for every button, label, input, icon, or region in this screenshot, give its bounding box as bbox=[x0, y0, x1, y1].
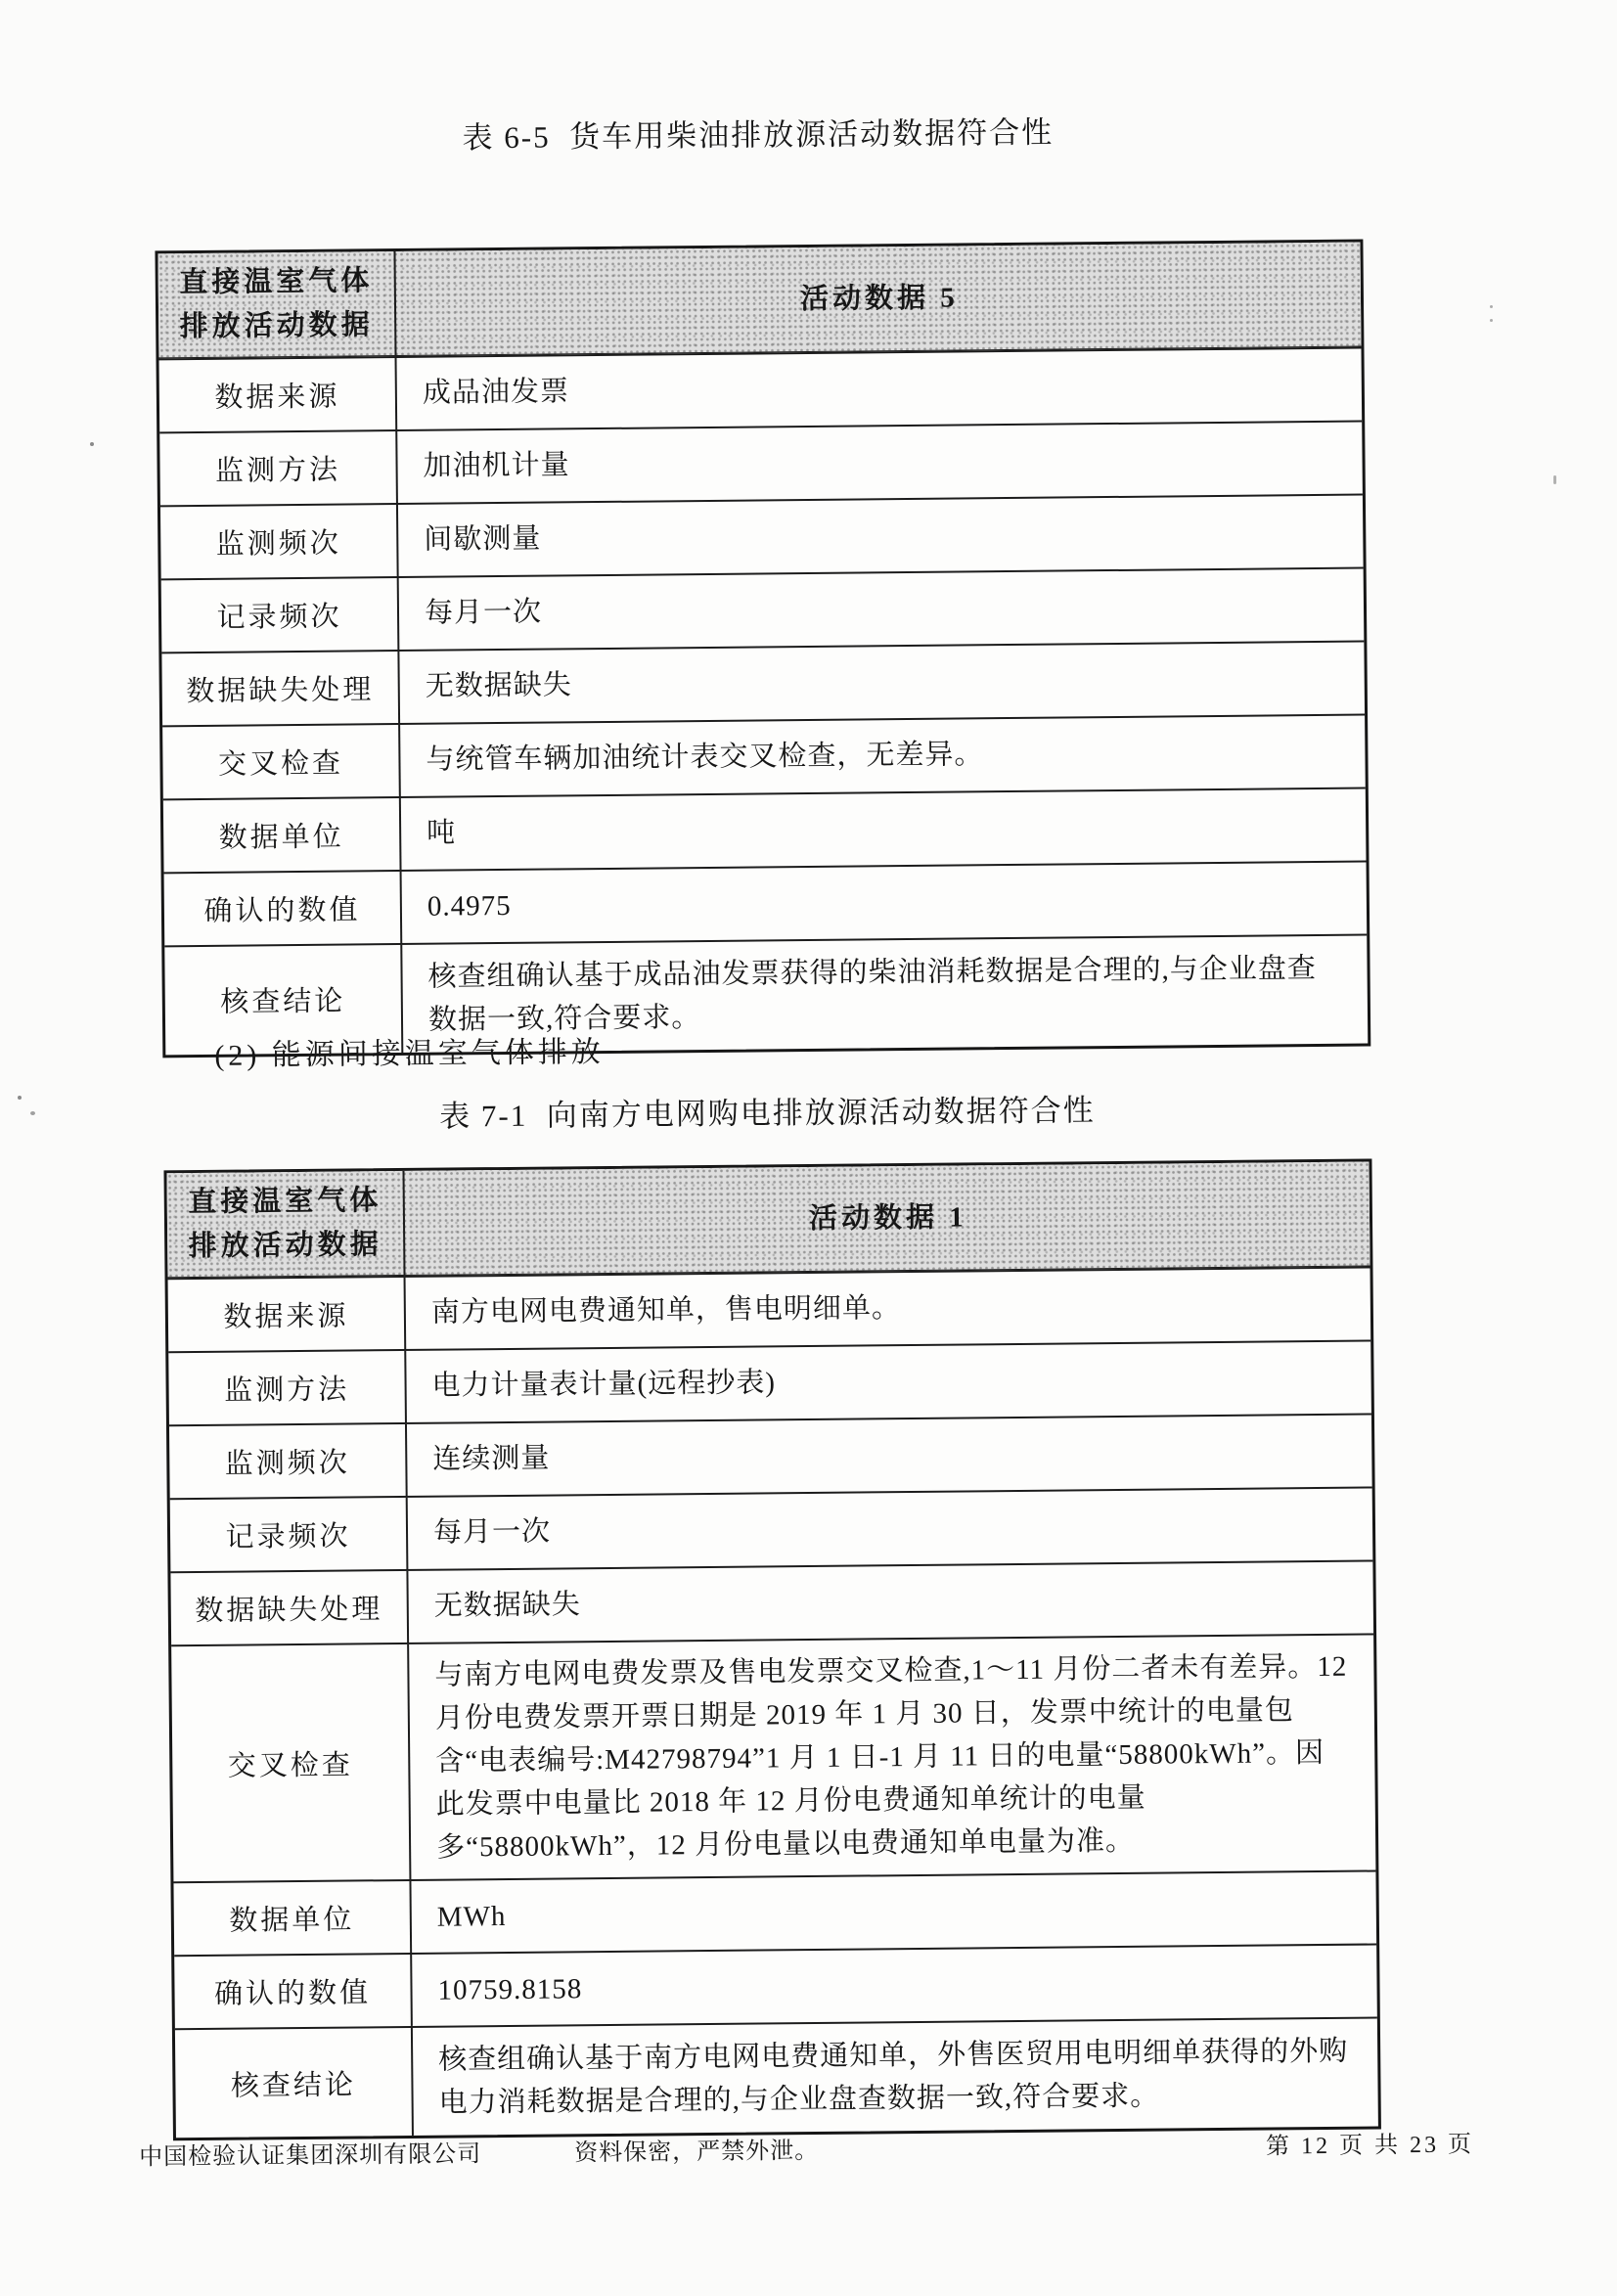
row-value: 无数据缺失 bbox=[425, 669, 572, 703]
scan-speckle bbox=[30, 1111, 35, 1115]
scan-speckle bbox=[1490, 319, 1493, 322]
row-label: 数据缺失处理 bbox=[161, 652, 400, 725]
scan-speckle bbox=[90, 442, 94, 446]
table-row bbox=[168, 1266, 1371, 1351]
header-value-cell: 活动数据 1 bbox=[808, 1201, 967, 1235]
footer-confidential-note: 资料保密，严禁外泄。 bbox=[574, 2138, 820, 2167]
table-6-5 bbox=[155, 240, 1370, 1058]
row-label: 数据缺失处理 bbox=[170, 1571, 409, 1644]
row-value: 0.4975 bbox=[427, 890, 512, 923]
row-label: 数据来源 bbox=[159, 358, 398, 431]
row-value: 吨 bbox=[427, 817, 457, 850]
row-label: 数据单位 bbox=[163, 798, 402, 872]
table-7-1 bbox=[163, 1158, 1380, 2140]
table-row bbox=[160, 493, 1364, 578]
row-value: 电力计量表计量(远程抄表) bbox=[431, 1367, 777, 1403]
header-label-line1: 直接温室气体 bbox=[188, 1185, 382, 1219]
row-label: 确认的数值 bbox=[164, 872, 403, 945]
scan-speckle bbox=[18, 1096, 22, 1100]
row-value: 加油机计量 bbox=[423, 449, 570, 483]
table-row bbox=[168, 1339, 1371, 1424]
table-row bbox=[159, 346, 1363, 431]
table-row bbox=[170, 1486, 1373, 1571]
row-label: 监测方法 bbox=[168, 1351, 407, 1424]
table-row bbox=[159, 420, 1363, 505]
table-header-row bbox=[167, 1162, 1370, 1279]
row-label: 监测频次 bbox=[169, 1424, 408, 1498]
row-value: 每月一次 bbox=[424, 596, 543, 630]
table-row bbox=[161, 566, 1365, 652]
table-row bbox=[169, 1413, 1372, 1498]
row-value: 与南方电网电费发票及售电发票交叉检查,1～11 月份二者未有差异。12 月份电费发票开票日期是 2019 年 1 月 30 日，发票中统计的电量包含“电表编号:M42798794”1 月 1 日-1 月 11 日的电量“58800kWh”。因此发票中电量比 2018 年 12 月份电费通知单统计的电量多“58800kWh”，12 月份电量以电费通知单电量为准。 bbox=[434, 1650, 1348, 1864]
table-row bbox=[174, 1944, 1377, 2029]
row-label: 核查结论 bbox=[164, 945, 403, 1055]
row-label: 确认的数值 bbox=[174, 1955, 413, 2028]
table-row bbox=[170, 1559, 1373, 1644]
table-6-5-title: 表 6-5 货车用柴油排放源活动数据符合性 bbox=[462, 114, 1055, 156]
row-value: 核查组确认基于成品油发票获得的柴油消耗数据是合理的,与企业盘查数据一致,符合要求。 bbox=[427, 952, 1317, 1036]
row-label: 核查结论 bbox=[175, 2028, 414, 2138]
scan-speckle bbox=[1490, 305, 1493, 308]
scan-speckle bbox=[1553, 475, 1556, 484]
row-value: 无数据缺失 bbox=[433, 1589, 581, 1623]
header-value-cell: 活动数据 5 bbox=[799, 282, 959, 315]
header-label-cell bbox=[157, 251, 396, 357]
row-value: MWh bbox=[436, 1900, 507, 1933]
header-label-line1: 直接温室气体 bbox=[179, 265, 374, 299]
row-value: 成品油发票 bbox=[422, 376, 570, 410]
footer-page-number: 第 12 页 共 23 页 bbox=[1265, 2132, 1475, 2160]
footer-company: 中国检验认证集团深圳有限公司 bbox=[139, 2141, 482, 2171]
row-label: 交叉检查 bbox=[162, 725, 401, 798]
row-label: 记录频次 bbox=[170, 1498, 409, 1571]
table-row bbox=[162, 713, 1366, 798]
row-value: 与统管车辆加油统计表交叉检查，无差异。 bbox=[426, 739, 984, 777]
header-label-cell bbox=[167, 1171, 406, 1277]
table-row bbox=[173, 1870, 1376, 1956]
section-heading: (2) 能源间接温室气体排放 bbox=[214, 1036, 605, 1072]
row-value: 南方电网电费通知单，售电明细单。 bbox=[430, 1292, 902, 1329]
row-value: 10759.8158 bbox=[437, 1972, 583, 2006]
row-label: 监测频次 bbox=[160, 505, 399, 578]
row-value: 每月一次 bbox=[432, 1515, 552, 1550]
table-row bbox=[163, 787, 1367, 872]
row-value: 连续测量 bbox=[432, 1442, 551, 1476]
row-value: 核查组确认基于南方电网电费通知单，外售医贸用电明细单获得的外购电力消耗数据是合理的,与企业盘查数据一致,符合要求。 bbox=[438, 2035, 1349, 2119]
row-label: 交叉检查 bbox=[171, 1644, 411, 1882]
row-label: 数据来源 bbox=[168, 1278, 407, 1351]
table-header-row bbox=[157, 243, 1361, 359]
header-label-line2: 排放活动数据 bbox=[188, 1229, 382, 1263]
table-row bbox=[164, 860, 1368, 945]
table-7-1-title: 表 7-1 向南方电网购电排放源活动数据符合性 bbox=[438, 1093, 1096, 1134]
table-row bbox=[161, 640, 1365, 725]
row-value: 间歇测量 bbox=[424, 522, 542, 557]
row-label: 记录频次 bbox=[161, 578, 400, 652]
header-label-line2: 排放活动数据 bbox=[179, 309, 374, 343]
row-label: 数据单位 bbox=[173, 1881, 412, 1955]
table-row bbox=[171, 1633, 1375, 1881]
row-label: 监测方法 bbox=[159, 431, 398, 505]
table-row bbox=[175, 2017, 1378, 2138]
